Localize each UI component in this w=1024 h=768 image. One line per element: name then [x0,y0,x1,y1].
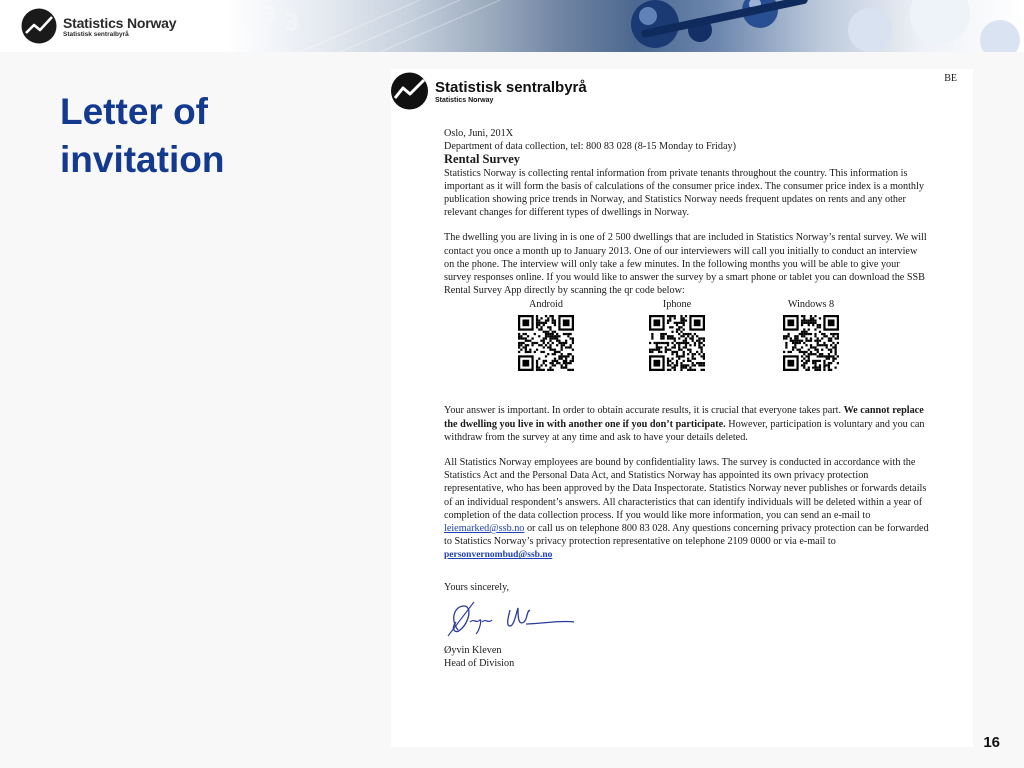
qr-windows [766,298,856,371]
qr-code-windows-icon [783,315,839,371]
letter-logo-icon [391,70,428,113]
paragraph-importance [444,404,929,444]
slide-title: Letter of invitation [60,91,225,180]
qr-iphone [632,298,722,371]
paragraph-intro: Statistics Norway is collecting rental information from private tenants throughout the country. This information is important as it will form the basis of calculations of the consumer price index. The consumer price index is a monthly publication showing price trends in Norway, and Statistics Norway needs frequent updates on rents and any other relevant changes for different types of dwellings in Norway. [444,167,924,219]
qr-code-android-icon [518,315,574,371]
letter-code: BE [944,73,957,84]
ssb-logo-icon [21,8,57,44]
importance-emphasis: We cannot replace the dwelling you live in with another one if you don’t participate. [444,405,924,430]
qr-label-windows: Windows 8 [787,299,835,311]
svg-text:0: 0 [238,29,254,52]
survey-title: Rental Survey [444,152,521,167]
letter-org-subtitle: Statistics Norway [435,97,494,104]
signer-title: Head of Division [444,658,515,670]
confidentiality-text-b: or call us on telephone 800 83 028. Any questions concerning privacy protection can be forwarded to Statistics Norway’s privacy protection representative on telephone 2109 0000 or via e-mail to [444,523,929,548]
page-number: 16 [983,734,1000,751]
svg-text:3: 3 [284,11,300,36]
qr-label-iphone: Iphone [662,299,692,311]
signature-block [444,581,929,671]
handwritten-signature [440,600,580,640]
qr-label-android: Android [529,299,563,311]
email-link-personvernombud[interactable]: personvernombud@ssb.no [444,550,553,561]
importance-text-b: However, participation is voluntary and you can withdraw from the survey at any time and ask to have your details deleted. [444,418,925,443]
paragraph-participation: The dwelling you are living in is one of 2 500 dwellings that are included in Statistics Norway’s rental survey. We will contact you once a month up to January 2013. One of our interviewers will call you initially to conduct an interview on the phone. The interview will only take a few minutes. In the following months you will be able to give your survey responses online. If you would like to answer the survey by a smart phone or tablet you can download the SSB Rental Survey App directly by scanning the qr code below: [444,232,927,297]
closing: Yours sincerely, [444,581,510,593]
header-banner [0,0,1024,52]
qr-android [501,298,591,371]
letter-org-name: Statistisk sentralbyrå [435,79,587,96]
logo-subtitle: Statistisk sentralbyrå [63,31,129,38]
confidentiality-text-a: All Statistics Norway employees are bound by confidentiality laws. The survey is conducted in accordance with the Statistics Act and the Personal Data Act, and Statistics Norway has appointed its own privacy protection representative, who has been approved by the Data Inspectorate. Statistics Norway never publishes or forwards details of an individual respondent’s answers. All characteristics that can identify individuals will be deleted within a year of completion of the data collection process. If you would like more information, you can send an e-mail to [444,457,927,521]
invitation-letter [391,69,973,747]
letter-body [444,127,929,670]
paragraph-confidentiality [444,456,929,563]
svg-text:3: 3 [262,3,278,28]
department-line: Department of data collection, tel: 800 83 028 (8-15 Monday to Friday) [444,141,736,153]
qr-code-row [444,298,929,394]
signer-name: Øyvin Kleven [444,644,502,656]
logo-name: Statistics Norway [63,15,177,31]
qr-code-iphone-icon [649,315,705,371]
email-link-leiemarked[interactable]: leiemarked@ssb.no [444,523,525,535]
place-date: Oslo, Juni, 201X [444,128,514,139]
importance-text-a: Your answer is important. In order to obtain accurate results, it is crucial that everyone takes part. [444,405,844,417]
